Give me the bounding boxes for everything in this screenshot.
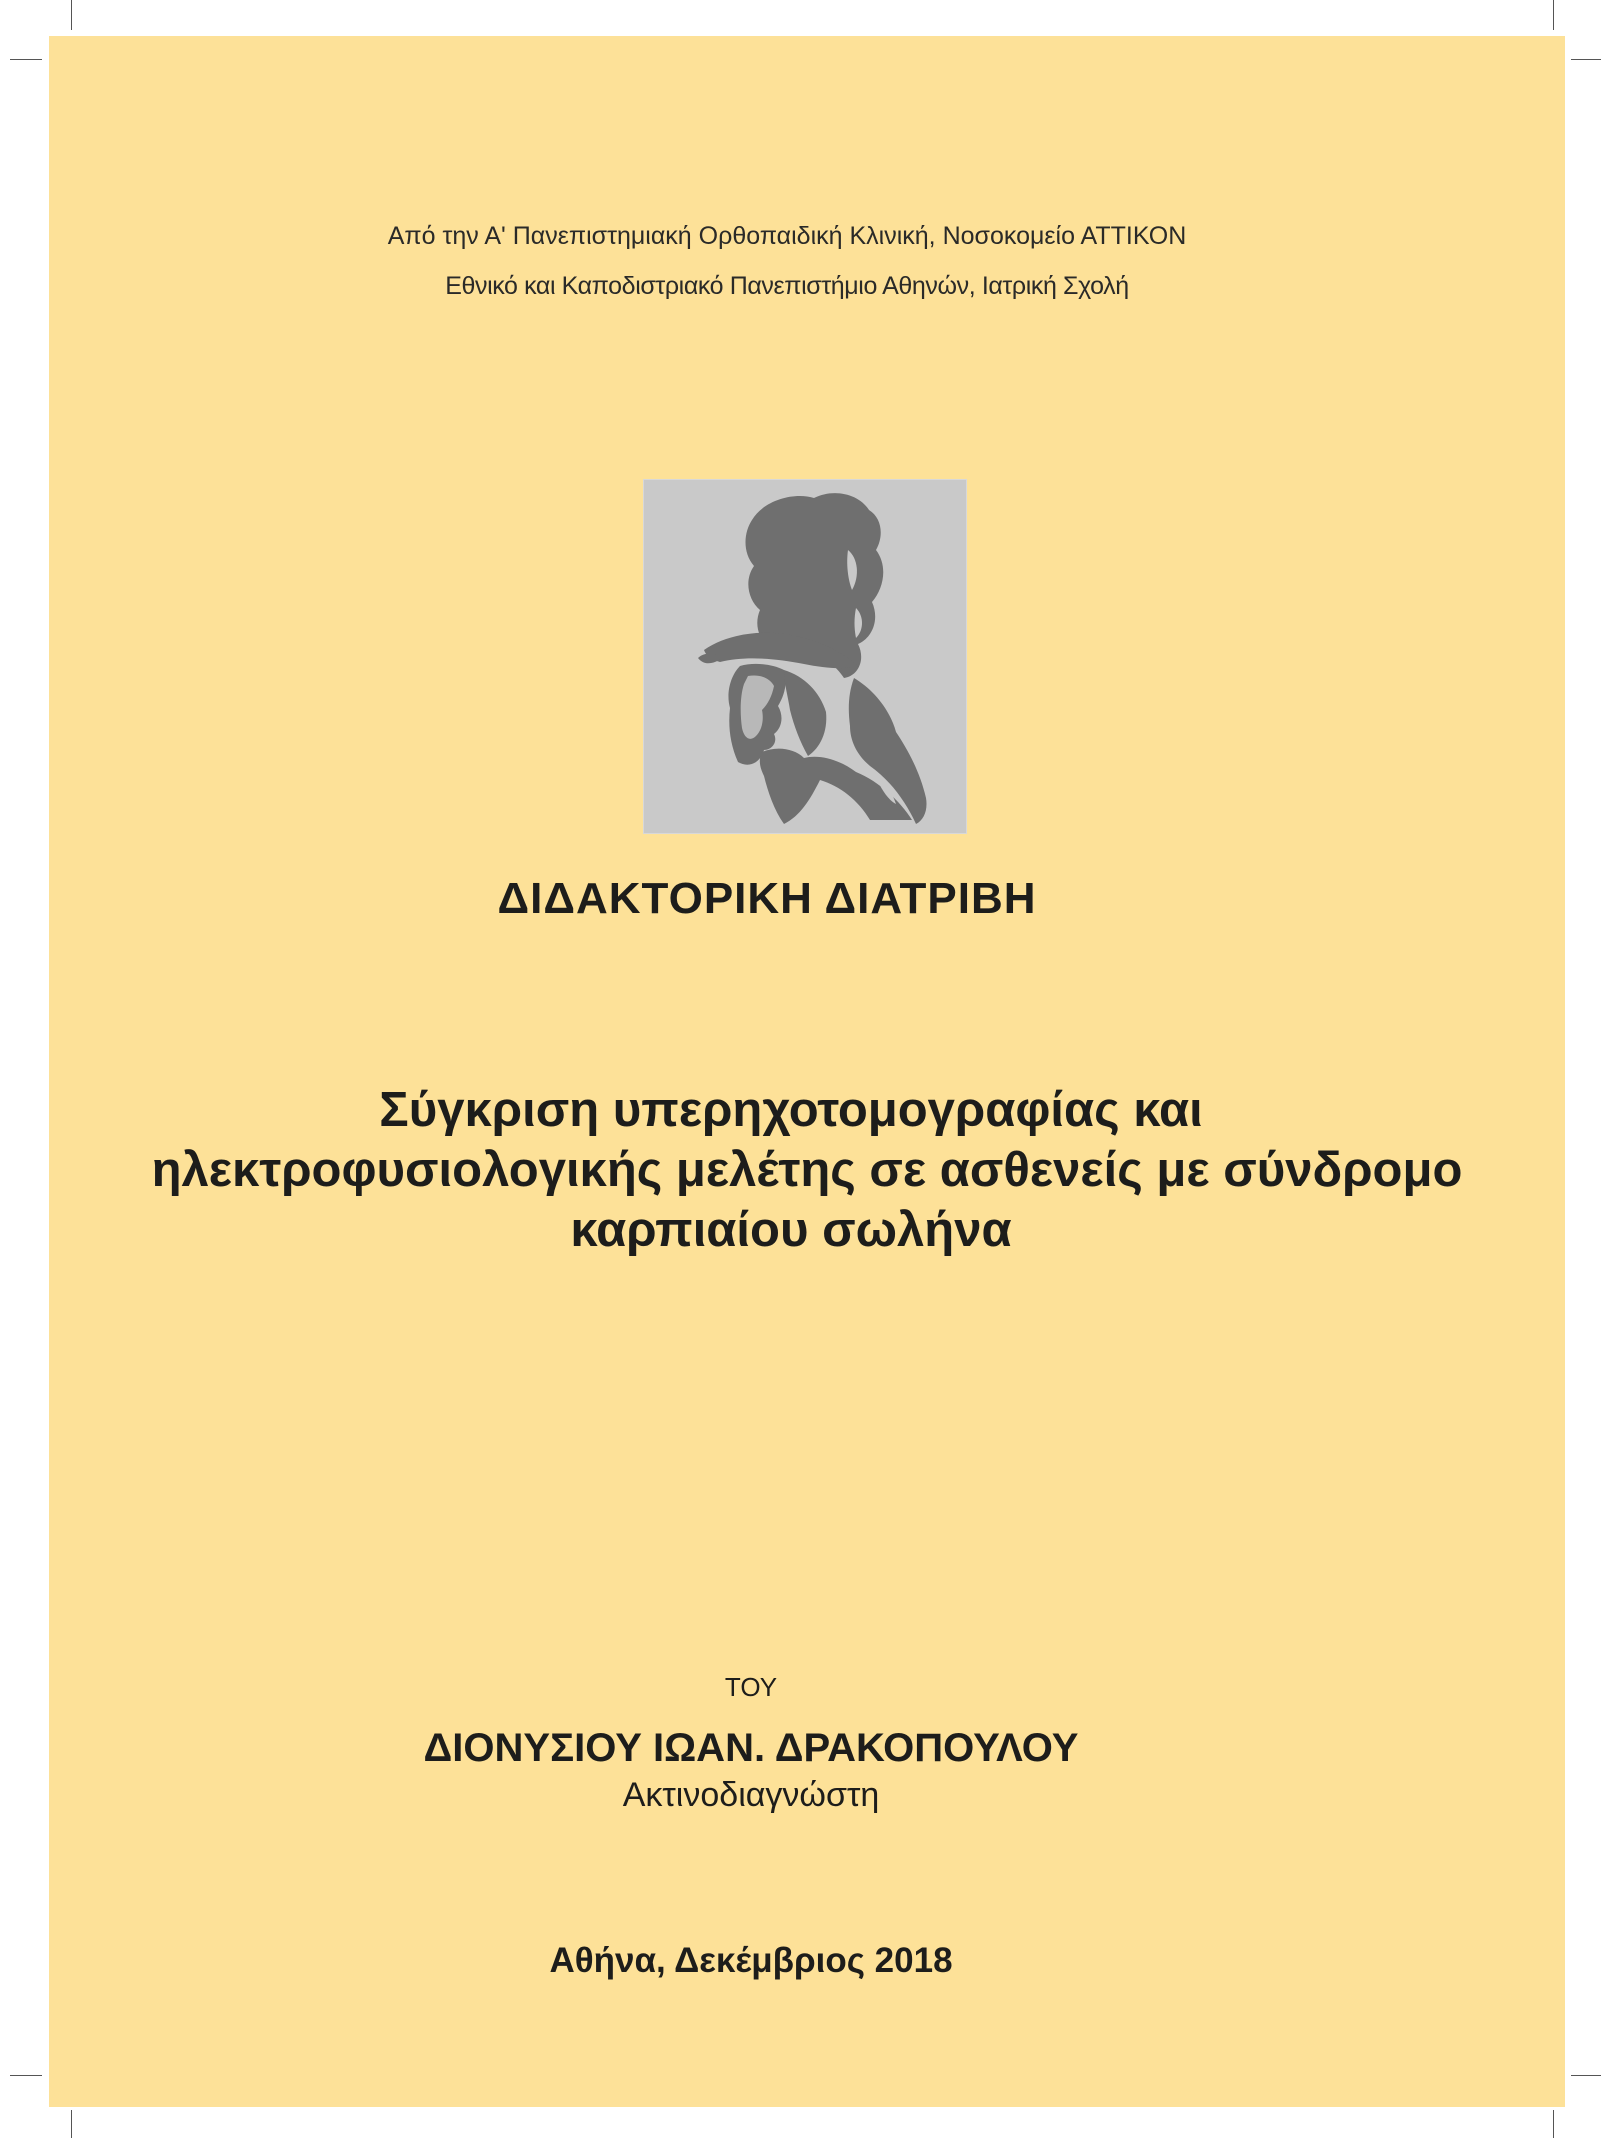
thesis-type-heading: ΔΙΔΑΚΤΟΡΙΚΗ ΔΙΑΤΡΙΒΗ xyxy=(497,874,1037,923)
crop-mark-top-right-h xyxy=(1571,59,1601,60)
crop-mark-top-left-h xyxy=(10,59,42,60)
author-role: Ακτινοδιαγνώστη xyxy=(622,1776,880,1814)
affiliation-line-2: Εθνικό και Καποδιστριακό Πανεπιστήμιο Αθηνών, Ιατρική Σχολή xyxy=(445,272,1129,300)
author-preposition: ΤΟΥ xyxy=(724,1672,778,1702)
crop-mark-top-right-v xyxy=(1553,0,1554,30)
thesis-title-line-3: καρπιαίου σωλήνα xyxy=(570,1203,1012,1257)
place-and-date: Αθήνα, Δεκέμβριος 2018 xyxy=(549,1941,953,1980)
author-name: ΔΙΟΝΥΣΙΟΥ ΙΩΑΝ. ΔΡΑΚΟΠΟΥΛΟΥ xyxy=(423,1726,1079,1770)
crop-mark-bottom-right-v xyxy=(1553,2110,1554,2138)
thesis-title-line-2: ηλεκτροφυσιολογικής μελέτης σε ασθενείς με σύνδρομο xyxy=(151,1143,1463,1197)
thesis-title-line-1: Σύγκριση υπερηχοτομογραφίας και xyxy=(379,1083,1203,1137)
crop-mark-top-left-v xyxy=(71,0,72,30)
crop-mark-bottom-left-h xyxy=(10,2075,42,2076)
crop-mark-bottom-right-h xyxy=(1571,2075,1601,2076)
crop-mark-bottom-left-v xyxy=(71,2110,72,2138)
athena-head-emblem-icon xyxy=(644,480,966,833)
thesis-cover xyxy=(49,36,1565,2107)
university-logo xyxy=(643,479,967,834)
affiliation-line-1: Από την Α' Πανεπιστημιακή Ορθοπαιδική Κλινική, Νοσοκομείο ΑΤΤΙΚΟΝ xyxy=(387,222,1187,250)
